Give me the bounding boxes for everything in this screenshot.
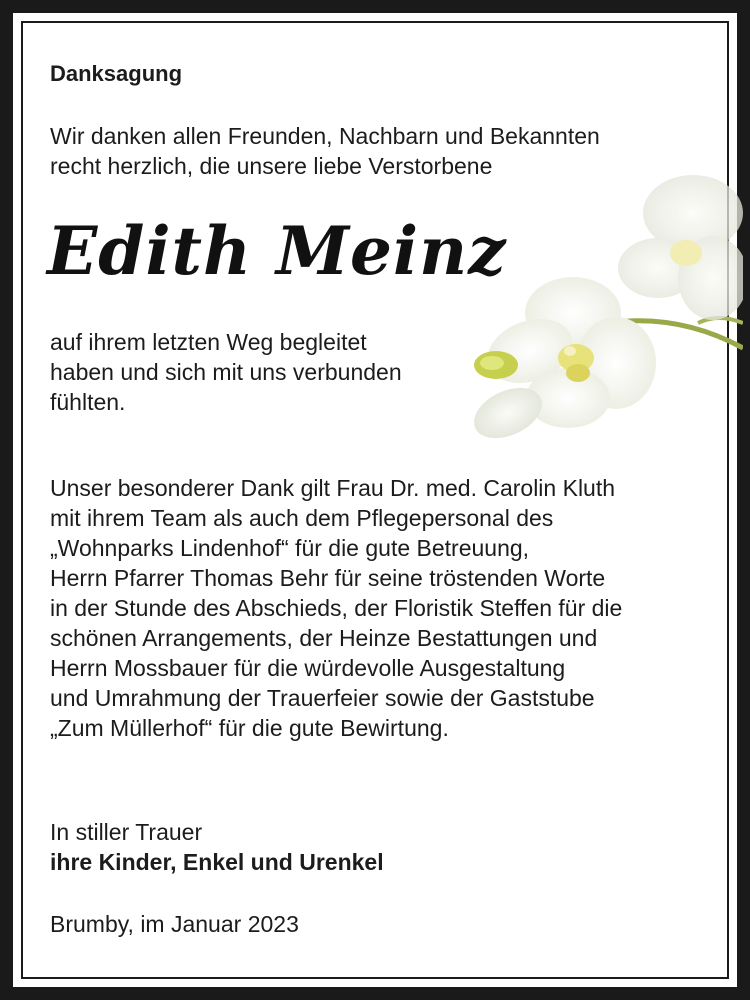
place-date: Brumby, im Januar 2023 <box>50 911 299 937</box>
orchid-flower-icon <box>458 173 743 453</box>
thanks-line: mit ihrem Team als auch dem Pflegepersonal des <box>50 505 554 531</box>
signature-family: ihre Kinder, Enkel und Urenkel <box>50 849 384 875</box>
thanks-line: „Zum Müllerhof“ für die gute Bewirtung. <box>50 715 449 741</box>
thanks-line: schönen Arrangements, der Heinze Bestattungen und <box>50 625 598 651</box>
thanks-line: und Umrahmung der Trauerfeier sowie der Gaststube <box>50 685 595 711</box>
thanks-line: Unser besonderer Dank gilt Frau Dr. med. Carolin Kluth <box>50 475 616 501</box>
intro-line: recht herzlich, die unsere liebe Verstorbene <box>50 153 493 179</box>
thanks-line: in der Stunde des Abschieds, der Floristik Steffen für die <box>50 595 623 621</box>
thanks-line: Herrn Pfarrer Thomas Behr für seine tröstenden Worte <box>50 565 606 591</box>
after-name-line: haben und sich mit uns verbunden <box>50 359 402 385</box>
intro-line: Wir danken allen Freunden, Nachbarn und Bekannten <box>50 123 600 149</box>
thanks-line: Herrn Mossbauer für die würdevolle Ausgestaltung <box>50 655 566 681</box>
intro-text <box>50 121 600 181</box>
heading: Danksagung <box>50 61 183 86</box>
deceased-name: Edith Meinz <box>47 212 507 290</box>
after-name-line: fühlten. <box>50 389 126 415</box>
signature-intro: In stiller Trauer <box>50 819 203 845</box>
obituary-notice <box>10 10 740 990</box>
thanks-paragraph <box>50 473 622 743</box>
thanks-line: „Wohnparks Lindenhof“ für die gute Betreuung, <box>50 535 530 561</box>
after-name-text <box>50 327 402 417</box>
after-name-line: auf ihrem letzten Weg begleitet <box>50 329 367 355</box>
